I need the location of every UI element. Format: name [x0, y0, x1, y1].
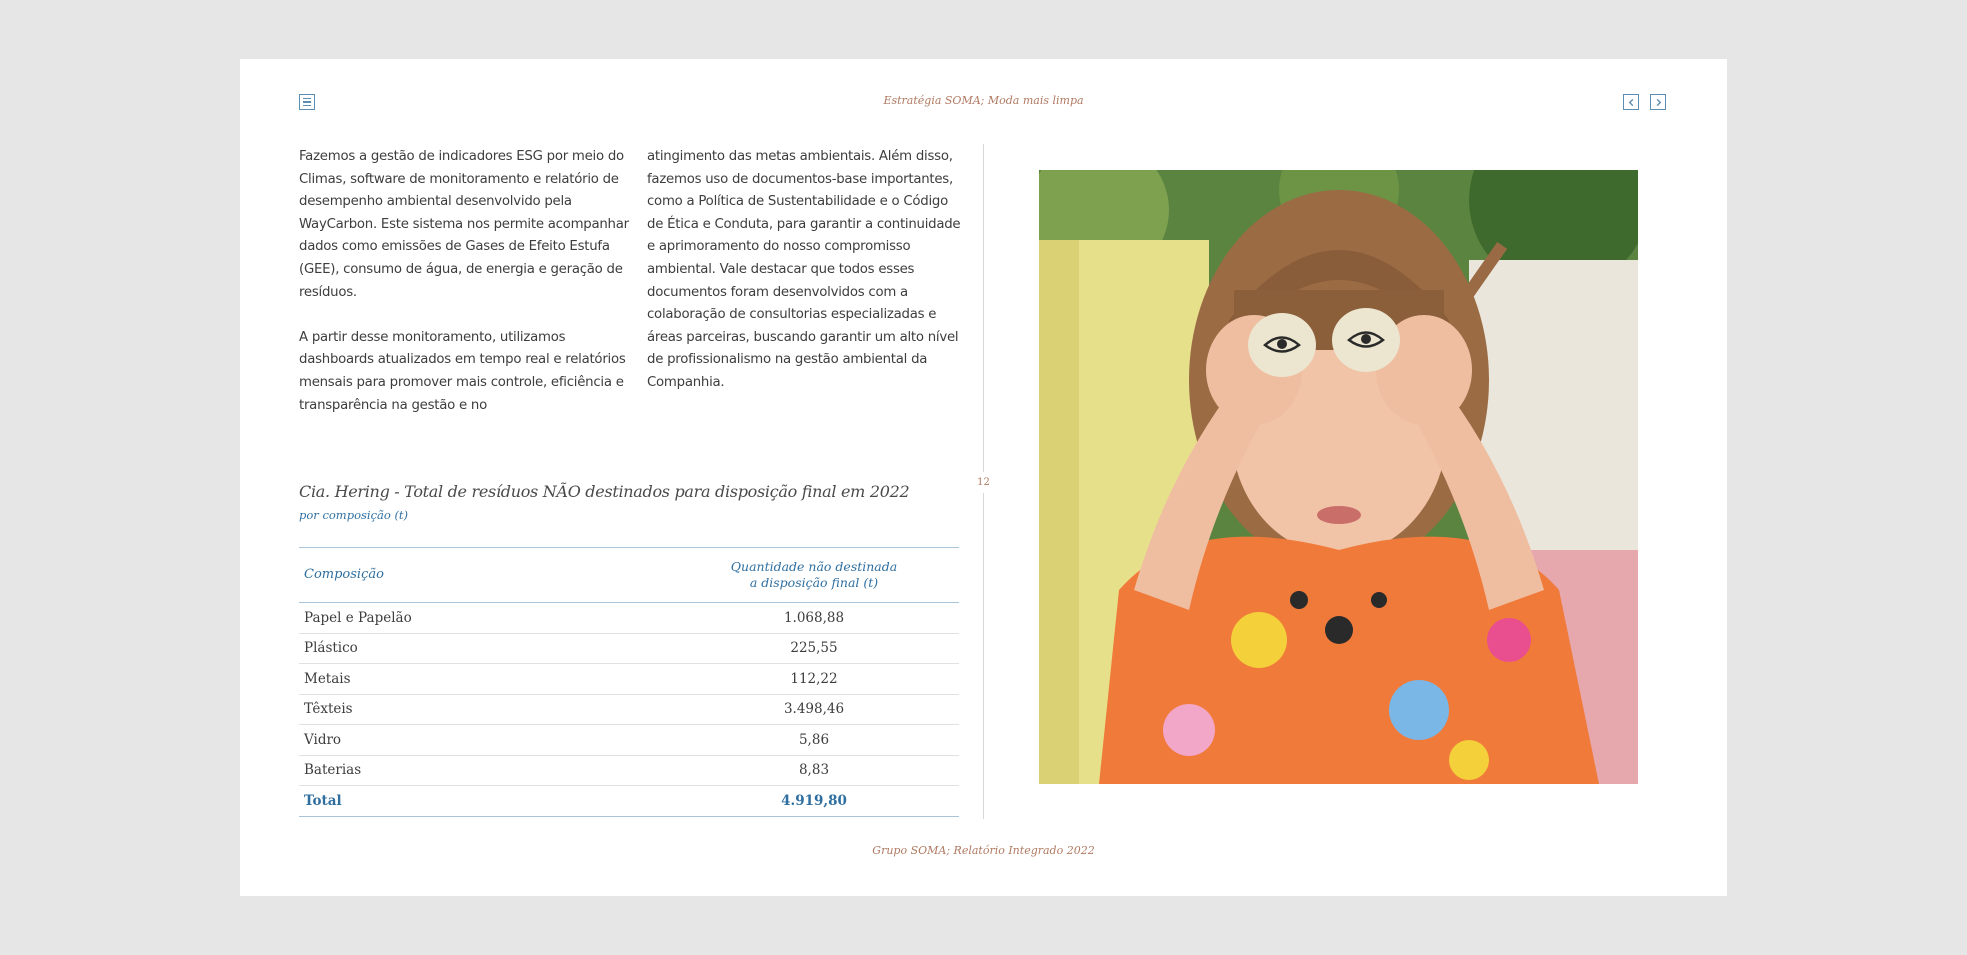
body-column-1 [299, 146, 629, 440]
page-number: 12 [971, 472, 996, 493]
table-row [299, 725, 959, 756]
body-paragraph: atingimento das metas ambientais. Além disso, fazemos uso de documentos-base importantes, como a Política de Sustentabilidade e o Código de Ética e Conduta, para garantir a continuidade e aprimoramento do nosso compromisso ambiental. Vale destacar que todos esses documentos foram desenvolvidos com a colaboração de consultorias especializadas e áreas parceiras, buscando garantir um alto nível de profissionalismo na gestão ambiental da Companhia. [647, 149, 961, 390]
row-value: 8,83 [798, 762, 830, 779]
waste-table [299, 547, 959, 817]
row-value: 3.498,46 [783, 701, 845, 718]
row-label: Têxteis [304, 701, 353, 718]
total-value: 4.919,80 [781, 792, 847, 809]
table-row [299, 664, 959, 695]
row-value: 225,55 [790, 640, 838, 657]
row-label: Metais [304, 670, 351, 687]
header-title: Estratégia SOMA; Moda mais limpa [883, 94, 1084, 107]
table-row [299, 694, 959, 725]
body-column-2 [647, 146, 967, 417]
table-title: Cia. Hering - Total de resíduos NÃO destinados para disposição final em 2022 [299, 482, 910, 501]
column-header-quantity [669, 548, 959, 603]
table-subtitle: por composição (t) [299, 508, 409, 522]
row-value: 112,22 [790, 670, 838, 687]
column-header-composition: Composição [304, 567, 384, 582]
chevron-right-icon[interactable] [1650, 94, 1666, 110]
body-paragraph: A partir desse monitoramento, utilizamos dashboards atualizados em tempo real e relatórios mensais para promover mais controle, eficiência e transparência na gestão e no [299, 329, 626, 413]
row-label: Vidro [304, 731, 342, 748]
row-label: Plástico [304, 640, 358, 657]
row-label: Papel e Papelão [304, 609, 412, 626]
chevron-left-icon[interactable] [1623, 94, 1639, 110]
footer-text: Grupo SOMA; Relatório Integrado 2022 [872, 844, 1095, 857]
table-row [299, 603, 959, 634]
child-photo-illustration [1039, 170, 1638, 784]
table-header-row [299, 548, 959, 603]
report-page [240, 59, 1727, 896]
column-header-quantity-line2: a disposição final (t) [749, 575, 879, 590]
column-header-quantity-line1: Quantidade não destinada [730, 559, 898, 574]
row-value: 1.068,88 [783, 609, 845, 626]
table-row [299, 755, 959, 786]
row-label: Baterias [304, 762, 362, 779]
total-label: Total [304, 792, 342, 809]
body-paragraph: Fazemos a gestão de indicadores ESG por meio do Climas, software de monitoramento e relatório de desempenho ambiental desenvolvido pela WayCarbon. Este sistema nos permite acompanhar dados como emissões de Gases de Efeito Estufa (GEE), consumo de água, de energia e geração de resíduos. [299, 149, 629, 300]
child-photo [1039, 170, 1638, 784]
table-row [299, 633, 959, 664]
table-total-row [299, 786, 959, 817]
row-value: 5,86 [798, 731, 830, 748]
